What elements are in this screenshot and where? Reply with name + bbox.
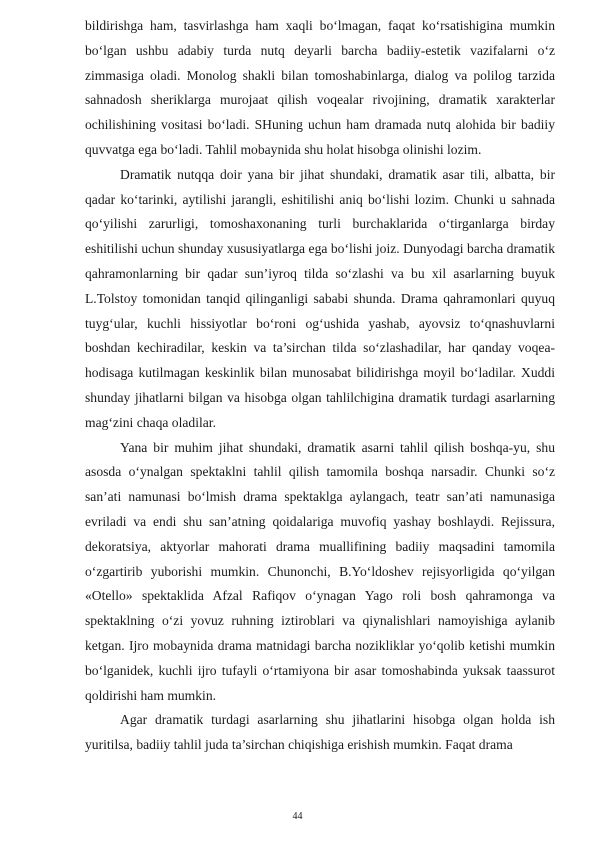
document-page (85, 14, 555, 758)
paragraph-continuation: bildirishga ham, tasvirlashga ham xaqli bo‘lmagan, faqat ko‘rsatishigina mumkin bo‘lgan ushbu adabiy turda nutq deyarli barcha badiiy-estetik vazifalarni o‘z zimmasiga oladi. Monolog shakli bilan tomoshabinlarga, dialog va polilog tarzida sahnadosh sheriklarga murojaat qilish voqealar rivojining, dramatik xarakterlar ochilishining vositasi bo‘ladi. SHuning uchun ham dramada nutq alohida bir badiiy quvvatga ega bo‘ladi. Tahlil mobaynida shu holat hisobga olinishi lozim. (85, 18, 555, 157)
paragraph-spectacle-analysis: Yana bir muhim jihat shundaki, dramatik asarni tahlil qilish boshqa-yu, shu asosda o‘ynalgan spektaklni tahlil qilish tamomila boshqa narsadir. Chunki so‘z san’ati namunasi bo‘lmish drama spektaklga aylangach, teatr san’ati namunasiga evriladi va endi shu san’atning qoidalariga muvofiq yashay boshlaydi. Rejissura, dekoratsiya, aktyorlar mahorati drama muallifining badiiy maqsadini tamomila o‘zgartirib yuborishi mumkin. Chunonchi, B.Yo‘ldoshev rejisyorligida qo‘yilgan «Otello» spektaklida Afzal Rafiqov o‘ynagan Yago roli bosh qahramonga va spektaklning o‘zi yovuz ruhning iztiroblari va qiynalishlari namoyishiga aylanib ketgan. Ijro mobaynida drama matnidagi barcha nozikliklar yo‘qolib ketishi mumkin bo‘lganidek, kuchli ijro tufayli o‘rtamiyona bir asar tomoshabinda yuksak taassurot qoldirishi ham mumkin. (85, 439, 555, 703)
paragraph-dramatic-speech: Dramatik nutqqa doir yana bir jihat shundaki, dramatik asar tili, albatta, bir qadar ko‘tarinki, aytilishi jarangli, eshitilishi aniq bo‘lishi lozim. Chunki u sahnada qo‘yilishi zarurligi, tomoshaxonaning turli burchaklarida o‘tirganlarga birday eshitilishi uchun shunday xususiyatlarga ega bo‘lishi joiz. Dunyodagi barcha dramatik qahramonlarning bir qadar sun’iyroq tilda so‘zlashi va bu xil asarlarning buyuk L.Tolstoy tomonidan tanqid qilinganligi sababi shunda. Drama qahramonlari quyuq tuyg‘ular, kuchli hissiyotlar bo‘roni og‘ushida yashab, ayovsiz to‘qnashuvlarni boshdan kechiradilar, keskin va ta’sirchan tilda so‘zlashadilar, har qanday voqea-hodisaga kutilmagan keskinlik bilan munosabat bilidirishga moyil bo‘ladilar. Xuddi shunday jihatlarni bilgan va hisobga olgan tahlilchigina dramatik turdagi asarlarning mag‘zini chaqa oladilar. (85, 166, 555, 430)
page-number: 44 (292, 811, 303, 822)
paragraph-conclusion: Agar dramatik turdagi asarlarning shu jihatlarini hisobga olgan holda ish yuritilsa, badiiy tahlil juda ta’sirchan chiqishiga erishish mumkin. Faqat drama (85, 712, 555, 753)
